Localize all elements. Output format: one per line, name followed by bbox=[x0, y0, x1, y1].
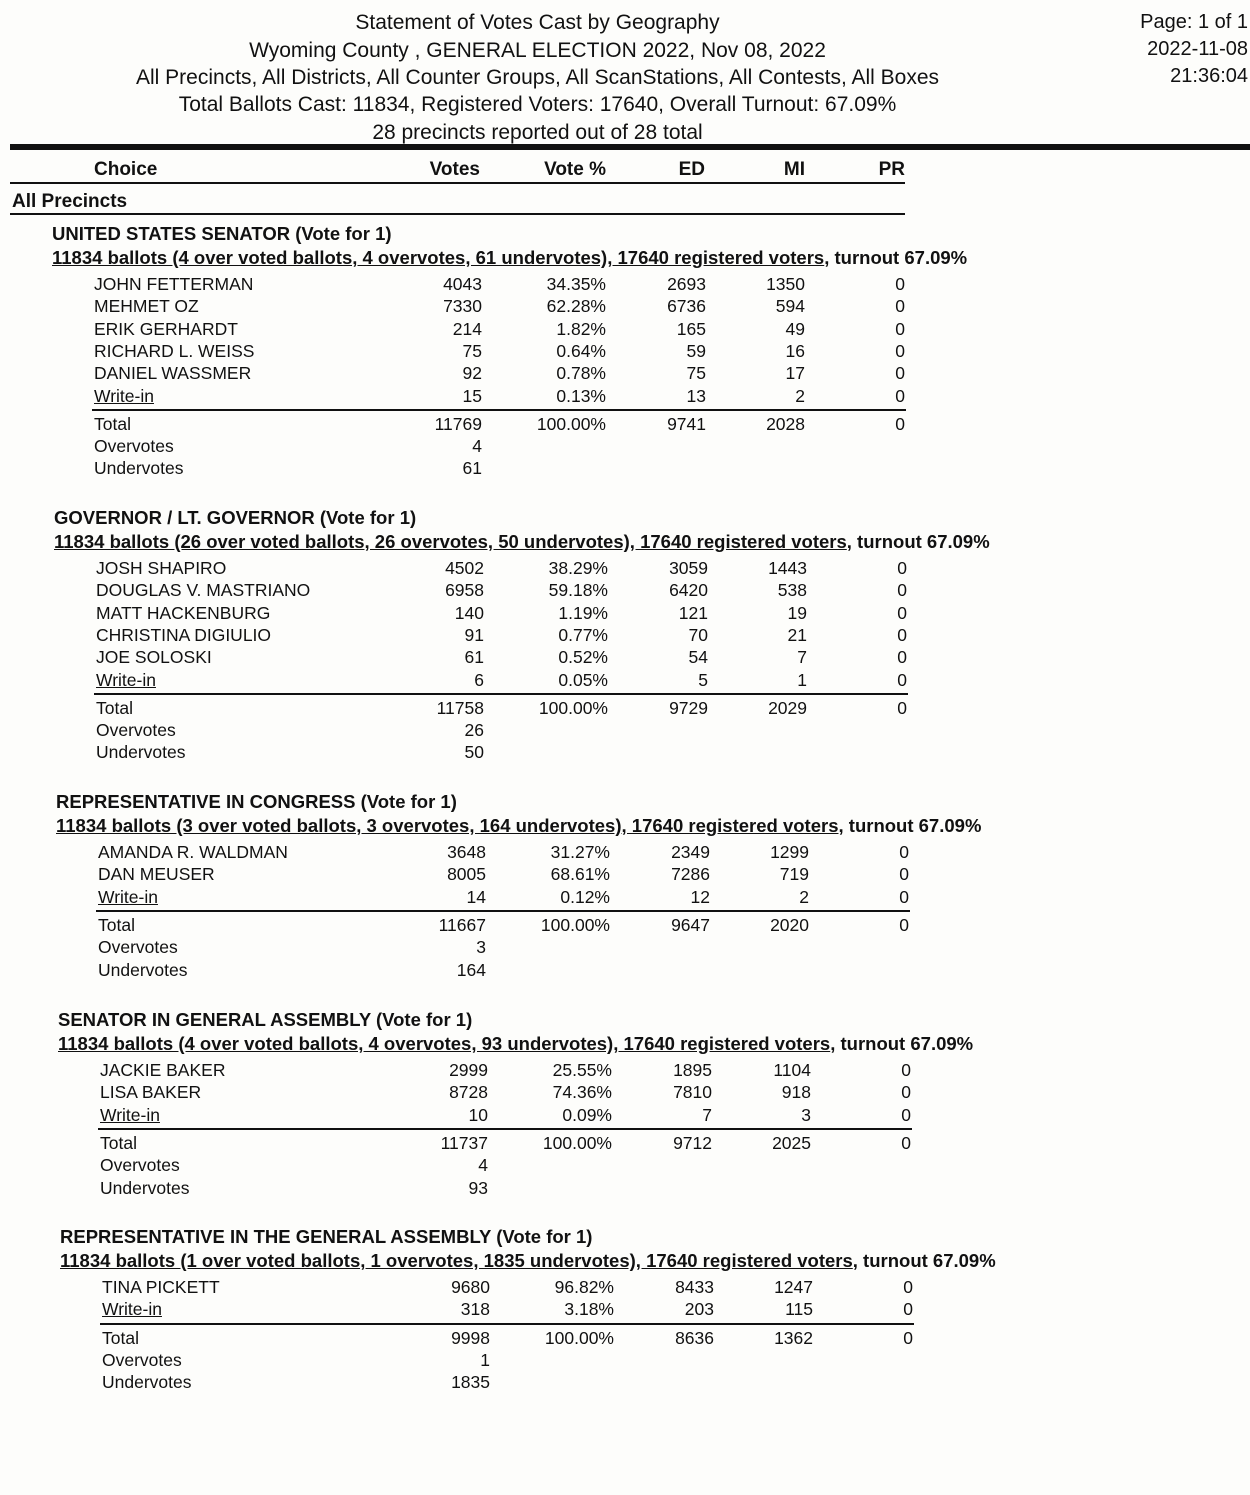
race-summary bbox=[58, 1032, 973, 1056]
votes-value: 4 bbox=[472, 436, 482, 457]
race-summary-ballots: 11834 ballots (4 over voted ballots, 4 overvotes, 61 undervotes), 17640 registered voters bbox=[52, 247, 825, 268]
choice-name: MATT HACKENBURG bbox=[96, 602, 271, 623]
pr-value: 0 bbox=[901, 1082, 911, 1103]
vote-pct-value: 0.05% bbox=[558, 669, 608, 690]
mi-value: 538 bbox=[777, 580, 807, 601]
mi-value: 19 bbox=[787, 602, 807, 623]
undervotes-row bbox=[2, 741, 1102, 763]
overvotes-row bbox=[8, 1349, 1108, 1371]
ed-value: 7 bbox=[702, 1104, 712, 1125]
candidate-row bbox=[6, 1059, 1106, 1081]
pr-value: 0 bbox=[903, 1327, 913, 1348]
ed-value: 8433 bbox=[675, 1277, 714, 1297]
header-rule bbox=[10, 144, 1250, 150]
pr-value: 0 bbox=[901, 1060, 911, 1080]
mi-value: 918 bbox=[781, 1082, 811, 1103]
votes-value: 6 bbox=[474, 669, 484, 690]
ed-value: 165 bbox=[676, 318, 706, 339]
vote-pct-value: 68.61% bbox=[550, 864, 610, 885]
votes-value: 214 bbox=[452, 318, 482, 339]
pr-value: 0 bbox=[897, 669, 907, 690]
race-summary-turnout: , turnout 67.09% bbox=[852, 1250, 996, 1271]
vote-pct-value: 0.12% bbox=[560, 886, 610, 907]
ed-value: 9741 bbox=[667, 413, 706, 434]
pr-value: 0 bbox=[895, 363, 905, 384]
race-summary bbox=[52, 246, 967, 270]
race-summary-ballots: 11834 ballots (1 over voted ballots, 1 overvotes, 1835 undervotes), 17640 registered voters bbox=[60, 1250, 853, 1271]
pr-value: 0 bbox=[903, 1277, 913, 1297]
undervotes-row bbox=[4, 959, 1104, 981]
votes-value: 15 bbox=[462, 385, 482, 406]
pr-value: 0 bbox=[903, 1299, 913, 1320]
mi-value: 1299 bbox=[770, 842, 809, 862]
choice-name: JOSH SHAPIRO bbox=[96, 558, 227, 578]
votes-value: 11758 bbox=[436, 697, 484, 718]
pr-value: 0 bbox=[897, 558, 907, 578]
choice-name: Write-in bbox=[96, 669, 156, 690]
votes-value: 10 bbox=[468, 1104, 488, 1125]
race-summary-turnout: , turnout 67.09% bbox=[838, 815, 982, 836]
choice-name: Write-in bbox=[100, 1104, 160, 1125]
votes-value: 11667 bbox=[438, 914, 486, 935]
total-row bbox=[8, 1327, 1108, 1349]
ed-value: 12 bbox=[690, 886, 710, 907]
choice-name: Write-in bbox=[98, 886, 158, 907]
votes-value: 26 bbox=[464, 720, 484, 741]
column-header-rule bbox=[10, 182, 905, 184]
votes-value: 91 bbox=[464, 624, 484, 645]
choice-name: Total bbox=[102, 1327, 139, 1348]
race-summary-ballots: 11834 ballots (3 over voted ballots, 3 overvotes, 164 undervotes), 17640 registered voters bbox=[56, 815, 839, 836]
mi-value: 2 bbox=[799, 886, 809, 907]
vote-pct-value: 0.09% bbox=[562, 1104, 612, 1125]
overvotes-row bbox=[6, 1154, 1106, 1176]
pr-value: 0 bbox=[895, 413, 905, 434]
votes-value: 92 bbox=[462, 363, 482, 384]
race-summary-turnout: , turnout 67.09% bbox=[846, 531, 990, 552]
race-summary-ballots: 11834 ballots (4 over voted ballots, 4 overvotes, 93 undervotes), 17640 registered voters bbox=[58, 1033, 831, 1054]
report-filters: All Precincts, All Districts, All Counter Groups, All ScanStations, All Contests, All Boxes bbox=[136, 66, 939, 89]
pr-value: 0 bbox=[895, 385, 905, 406]
votes-value: 50 bbox=[464, 742, 484, 763]
race-summary-ballots: 11834 ballots (26 over voted ballots, 26 overvotes, 50 undervotes), 17640 registered voters bbox=[54, 531, 847, 552]
mi-value: 1362 bbox=[774, 1327, 813, 1348]
candidate-row bbox=[0, 362, 1100, 384]
undervotes-row bbox=[0, 457, 1100, 479]
choice-name: TINA PICKETT bbox=[102, 1277, 220, 1297]
page-number: Page: 1 of 1 bbox=[1140, 11, 1248, 33]
ed-value: 8636 bbox=[675, 1327, 714, 1348]
votes-value: 75 bbox=[462, 340, 482, 361]
candidate-row bbox=[4, 841, 1104, 863]
overvotes-row bbox=[4, 936, 1104, 958]
section-rule bbox=[10, 213, 905, 215]
ed-value: 6420 bbox=[669, 580, 708, 601]
totals-rule bbox=[100, 1323, 914, 1325]
choice-name: Undervotes bbox=[96, 742, 186, 763]
choice-name: ERIK GERHARDT bbox=[94, 318, 238, 339]
race-title: REPRESENTATIVE IN THE GENERAL ASSEMBLY (Vote for 1) bbox=[60, 1226, 593, 1247]
choice-name: JOHN FETTERMAN bbox=[94, 274, 254, 294]
ed-value: 121 bbox=[678, 602, 708, 623]
votes-value: 6958 bbox=[445, 580, 484, 601]
candidate-row bbox=[4, 886, 1104, 908]
votes-value: 2999 bbox=[449, 1060, 488, 1080]
candidate-row bbox=[0, 273, 1100, 295]
vote-pct-value: 1.19% bbox=[558, 602, 608, 623]
vote-pct-value: 0.64% bbox=[556, 340, 606, 361]
votes-value: 8728 bbox=[449, 1082, 488, 1103]
vote-pct-value: 100.00% bbox=[540, 914, 610, 935]
vote-pct-value: 74.36% bbox=[552, 1082, 612, 1103]
race-summary bbox=[56, 814, 981, 838]
overvotes-row bbox=[2, 719, 1102, 741]
undervotes-row bbox=[8, 1371, 1108, 1393]
candidate-row bbox=[0, 385, 1100, 407]
choice-name: RICHARD L. WEISS bbox=[94, 340, 255, 361]
choice-name: Overvotes bbox=[102, 1349, 182, 1370]
ed-value: 9712 bbox=[673, 1132, 712, 1153]
candidate-row bbox=[2, 557, 1102, 579]
mi-value: 49 bbox=[785, 318, 805, 339]
pr-value: 0 bbox=[897, 602, 907, 623]
ed-value: 6736 bbox=[667, 296, 706, 317]
choice-name: Undervotes bbox=[94, 458, 184, 479]
choice-name: Overvotes bbox=[96, 720, 176, 741]
votes-value: 3648 bbox=[447, 842, 486, 862]
mi-value: 7 bbox=[797, 647, 807, 668]
report-totals: Total Ballots Cast: 11834, Registered Voters: 17640, Overall Turnout: 67.09% bbox=[178, 93, 897, 116]
votes-value: 11737 bbox=[440, 1132, 488, 1153]
mi-value: 16 bbox=[785, 340, 805, 361]
choice-name: LISA BAKER bbox=[100, 1082, 202, 1103]
totals-rule bbox=[98, 1128, 912, 1130]
votes-value: 14 bbox=[466, 886, 486, 907]
choice-name: Overvotes bbox=[100, 1155, 180, 1176]
choice-name: DAN MEUSER bbox=[98, 864, 215, 885]
choice-name: Overvotes bbox=[98, 937, 178, 958]
total-row bbox=[0, 413, 1100, 435]
ed-value: 7286 bbox=[671, 864, 710, 885]
col-vote-pct: Vote % bbox=[544, 159, 606, 180]
votes-value: 61 bbox=[464, 647, 484, 668]
choice-name: Total bbox=[96, 697, 133, 718]
ed-value: 13 bbox=[686, 385, 706, 406]
vote-pct-value: 25.55% bbox=[552, 1060, 612, 1080]
choice-name: Undervotes bbox=[102, 1372, 192, 1393]
overvotes-row bbox=[0, 435, 1100, 457]
candidate-row bbox=[4, 863, 1104, 885]
mi-value: 2 bbox=[795, 385, 805, 406]
choice-name: Undervotes bbox=[100, 1177, 190, 1198]
vote-pct-value: 38.29% bbox=[548, 558, 608, 578]
ed-value: 3059 bbox=[669, 558, 708, 578]
vote-pct-value: 62.28% bbox=[546, 296, 606, 317]
choice-name: Total bbox=[94, 413, 131, 434]
mi-value: 1247 bbox=[774, 1277, 813, 1297]
pr-value: 0 bbox=[895, 296, 905, 317]
ed-value: 5 bbox=[698, 669, 708, 690]
mi-value: 2029 bbox=[768, 697, 807, 718]
race-title: UNITED STATES SENATOR (Vote for 1) bbox=[52, 223, 392, 244]
race-title: GOVERNOR / LT. GOVERNOR (Vote for 1) bbox=[54, 507, 417, 528]
pr-value: 0 bbox=[899, 864, 909, 885]
vote-pct-value: 0.52% bbox=[558, 647, 608, 668]
mi-value: 1 bbox=[797, 669, 807, 690]
candidate-row bbox=[0, 318, 1100, 340]
votes-value: 8005 bbox=[447, 864, 486, 885]
precincts-reported: 28 precincts reported out of 28 total bbox=[372, 121, 703, 144]
ed-value: 9729 bbox=[669, 697, 708, 718]
totals-rule bbox=[94, 693, 908, 695]
candidate-row bbox=[6, 1104, 1106, 1126]
ed-value: 1895 bbox=[673, 1060, 712, 1080]
choice-name: CHRISTINA DIGIULIO bbox=[96, 624, 272, 645]
votes-value: 61 bbox=[462, 458, 482, 479]
vote-pct-value: 3.18% bbox=[564, 1299, 614, 1320]
mi-value: 719 bbox=[779, 864, 809, 885]
vote-pct-value: 0.13% bbox=[556, 385, 606, 406]
vote-pct-value: 59.18% bbox=[548, 580, 608, 601]
race-summary-turnout: , turnout 67.09% bbox=[824, 247, 968, 268]
total-row bbox=[4, 914, 1104, 936]
candidate-row bbox=[8, 1298, 1108, 1320]
col-votes: Votes bbox=[429, 159, 480, 180]
candidate-row bbox=[2, 624, 1102, 646]
mi-value: 1443 bbox=[768, 558, 807, 578]
vote-pct-value: 34.35% bbox=[546, 274, 606, 294]
totals-rule bbox=[96, 910, 910, 912]
votes-value: 9998 bbox=[451, 1327, 490, 1348]
votes-value: 164 bbox=[456, 959, 486, 980]
ed-value: 9647 bbox=[671, 914, 710, 935]
pr-value: 0 bbox=[899, 886, 909, 907]
choice-name: MEHMET OZ bbox=[94, 296, 199, 317]
mi-value: 2025 bbox=[772, 1132, 811, 1153]
votes-value: 318 bbox=[460, 1299, 490, 1320]
mi-value: 21 bbox=[787, 624, 807, 645]
race-summary bbox=[54, 530, 990, 554]
mi-value: 1350 bbox=[766, 274, 805, 294]
candidate-row bbox=[8, 1276, 1108, 1298]
choice-name: JACKIE BAKER bbox=[100, 1060, 226, 1080]
pr-value: 0 bbox=[897, 580, 907, 601]
ed-value: 203 bbox=[684, 1299, 714, 1320]
ed-value: 2693 bbox=[667, 274, 706, 294]
vote-pct-value: 100.00% bbox=[538, 697, 608, 718]
vote-pct-value: 31.27% bbox=[550, 842, 610, 862]
candidate-row bbox=[2, 646, 1102, 668]
vote-pct-value: 1.82% bbox=[556, 318, 606, 339]
pr-value: 0 bbox=[897, 697, 907, 718]
choice-name: Undervotes bbox=[98, 959, 188, 980]
ed-value: 7810 bbox=[673, 1082, 712, 1103]
mi-value: 115 bbox=[785, 1299, 813, 1320]
total-row bbox=[2, 697, 1102, 719]
totals-rule bbox=[92, 409, 906, 411]
votes-value: 1 bbox=[480, 1349, 490, 1370]
pr-value: 0 bbox=[901, 1104, 911, 1125]
report-title: Statement of Votes Cast by Geography bbox=[355, 11, 720, 34]
candidate-row bbox=[2, 669, 1102, 691]
choice-name: JOE SOLOSKI bbox=[96, 647, 212, 668]
section-label: All Precincts bbox=[12, 191, 128, 212]
votes-value: 1835 bbox=[451, 1372, 490, 1393]
race-title: REPRESENTATIVE IN CONGRESS (Vote for 1) bbox=[56, 791, 457, 812]
col-mi: MI bbox=[783, 159, 805, 180]
race-summary bbox=[60, 1249, 996, 1273]
vote-pct-value: 100.00% bbox=[536, 413, 606, 434]
race-block bbox=[8, 1225, 1128, 1495]
choice-name: Total bbox=[100, 1132, 137, 1153]
choice-name: Overvotes bbox=[94, 436, 174, 457]
race-block bbox=[2, 506, 1122, 776]
vote-pct-value: 0.77% bbox=[558, 624, 608, 645]
race-summary-turnout: , turnout 67.09% bbox=[830, 1033, 974, 1054]
pr-value: 0 bbox=[895, 274, 905, 294]
choice-name: AMANDA R. WALDMAN bbox=[98, 842, 288, 862]
ed-value: 75 bbox=[686, 363, 706, 384]
undervotes-row bbox=[6, 1177, 1106, 1199]
choice-name: DOUGLAS V. MASTRIANO bbox=[96, 580, 311, 601]
col-ed: ED bbox=[678, 159, 705, 180]
ed-value: 59 bbox=[686, 340, 706, 361]
votes-value: 7330 bbox=[443, 296, 482, 317]
ed-value: 2349 bbox=[671, 842, 710, 862]
votes-value: 140 bbox=[454, 602, 484, 623]
mi-value: 17 bbox=[785, 363, 805, 384]
vote-pct-value: 96.82% bbox=[554, 1277, 614, 1297]
choice-name: DANIEL WASSMER bbox=[94, 363, 252, 384]
choice-name: Total bbox=[98, 914, 135, 935]
choice-name: Write-in bbox=[102, 1299, 162, 1320]
col-choice: Choice bbox=[94, 159, 158, 180]
report-time: 21:36:04 bbox=[1170, 65, 1248, 87]
mi-value: 1104 bbox=[773, 1060, 811, 1080]
votes-value: 4502 bbox=[445, 558, 484, 578]
candidate-row bbox=[2, 602, 1102, 624]
pr-value: 0 bbox=[897, 624, 907, 645]
ed-value: 70 bbox=[688, 624, 708, 645]
votes-value: 4 bbox=[478, 1155, 488, 1176]
candidate-row bbox=[6, 1081, 1106, 1103]
votes-value: 11769 bbox=[434, 413, 482, 434]
mi-value: 594 bbox=[775, 296, 805, 317]
pr-value: 0 bbox=[897, 647, 907, 668]
choice-name: Write-in bbox=[94, 385, 154, 406]
votes-value: 9680 bbox=[451, 1277, 490, 1297]
pr-value: 0 bbox=[895, 318, 905, 339]
race-block bbox=[0, 222, 1120, 492]
vote-pct-value: 100.00% bbox=[542, 1132, 612, 1153]
candidate-row bbox=[0, 295, 1100, 317]
pr-value: 0 bbox=[899, 914, 909, 935]
report-subtitle: Wyoming County , GENERAL ELECTION 2022, Nov 08, 2022 bbox=[249, 39, 826, 62]
pr-value: 0 bbox=[895, 340, 905, 361]
pr-value: 0 bbox=[899, 842, 909, 862]
mi-value: 2020 bbox=[770, 914, 809, 935]
mi-value: 3 bbox=[801, 1104, 811, 1125]
report-date: 2022-11-08 bbox=[1147, 38, 1248, 60]
col-pr: PR bbox=[878, 159, 905, 180]
votes-value: 93 bbox=[468, 1177, 488, 1198]
total-row bbox=[6, 1132, 1106, 1154]
vote-pct-value: 0.78% bbox=[556, 363, 606, 384]
candidate-row bbox=[2, 579, 1102, 601]
mi-value: 2028 bbox=[766, 413, 805, 434]
candidate-row bbox=[0, 340, 1100, 362]
race-title: SENATOR IN GENERAL ASSEMBLY (Vote for 1) bbox=[58, 1009, 473, 1030]
ed-value: 54 bbox=[688, 647, 708, 668]
votes-value: 3 bbox=[476, 937, 486, 958]
vote-pct-value: 100.00% bbox=[544, 1327, 614, 1348]
pr-value: 0 bbox=[901, 1132, 911, 1153]
votes-value: 4043 bbox=[443, 274, 482, 294]
